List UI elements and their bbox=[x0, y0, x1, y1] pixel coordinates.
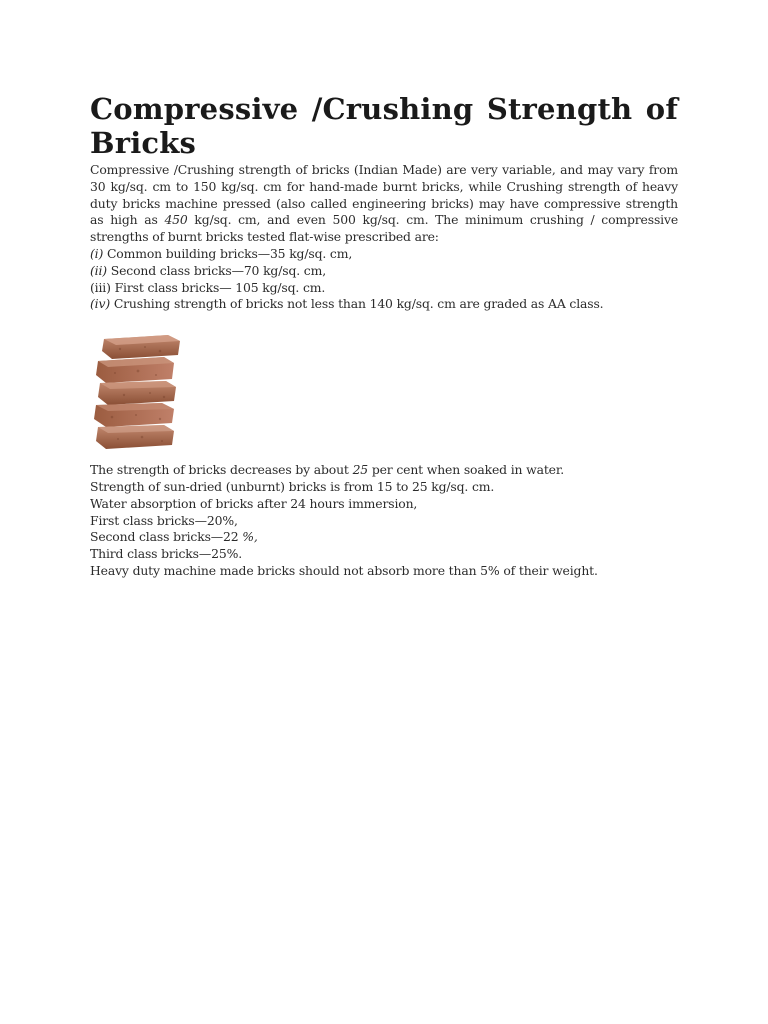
facts-block bbox=[90, 462, 678, 580]
fact-second-class bbox=[90, 529, 678, 546]
list-text: First class bricks— 105 kg/sq. cm. bbox=[110, 279, 326, 295]
fact-value: 25 bbox=[352, 462, 369, 478]
fact-third-class: Third class bricks—25%. bbox=[90, 546, 242, 562]
fact-first-class: First class bricks—20%, bbox=[90, 512, 238, 528]
list-item bbox=[90, 246, 678, 263]
list-text: Crushing strength of bricks not less than 140 kg/sq. cm are graded as AA class. bbox=[110, 296, 604, 312]
intro-text-2: kg/sq. cm, and even 500 kg/sq. cm. The minimum crushing / compressive strengths of burnt bricks tested flat-wise prescribed are: bbox=[90, 212, 678, 245]
document-page bbox=[90, 92, 678, 580]
list-number: (iii) bbox=[90, 279, 111, 295]
fact-text: per cent when soaked in water. bbox=[368, 462, 565, 478]
bricks-image bbox=[90, 333, 182, 449]
intro-text-1: Compressive /Crushing strength of bricks (Indian Made) are very variable, and may vary from 30 kg/sq. cm to 150 kg/sq. cm for hand-made burnt bricks, while Crushing strength of heavy duty bricks machine pressed (also called engineering bricks) may have compressive strength as high as bbox=[90, 162, 678, 228]
list-item bbox=[90, 263, 678, 280]
page-title: Compressive /Crushing Strength of Bricks bbox=[90, 92, 678, 160]
fact-water-absorption: Water absorption of bricks after 24 hours immersion, bbox=[90, 495, 418, 511]
fact-value: %, bbox=[242, 529, 258, 545]
fact-text: The strength of bricks decreases by about bbox=[90, 462, 353, 478]
list-text: Common building bricks—35 kg/sq. cm, bbox=[103, 245, 353, 261]
list-number: (iv) bbox=[90, 296, 111, 312]
list-number: (ii) bbox=[90, 262, 107, 278]
list-item bbox=[90, 296, 678, 313]
intro-value-450: 450 bbox=[164, 212, 188, 228]
list-item bbox=[90, 280, 678, 297]
fact-strength-decrease bbox=[90, 462, 678, 479]
fact-heavy-duty: Heavy duty machine made bricks should not absorb more than 5% of their weight. bbox=[90, 562, 598, 578]
strength-list bbox=[90, 246, 678, 313]
fact-text: Second class bricks—22 bbox=[90, 529, 243, 545]
intro-paragraph bbox=[90, 162, 678, 246]
brick-stack-illustration bbox=[90, 333, 182, 449]
list-number: (i) bbox=[90, 245, 104, 261]
fact-sun-dried: Strength of sun-dried (unburnt) bricks is from 15 to 25 kg/sq. cm. bbox=[90, 478, 495, 494]
list-text: Second class bricks—70 kg/sq. cm, bbox=[107, 262, 326, 278]
